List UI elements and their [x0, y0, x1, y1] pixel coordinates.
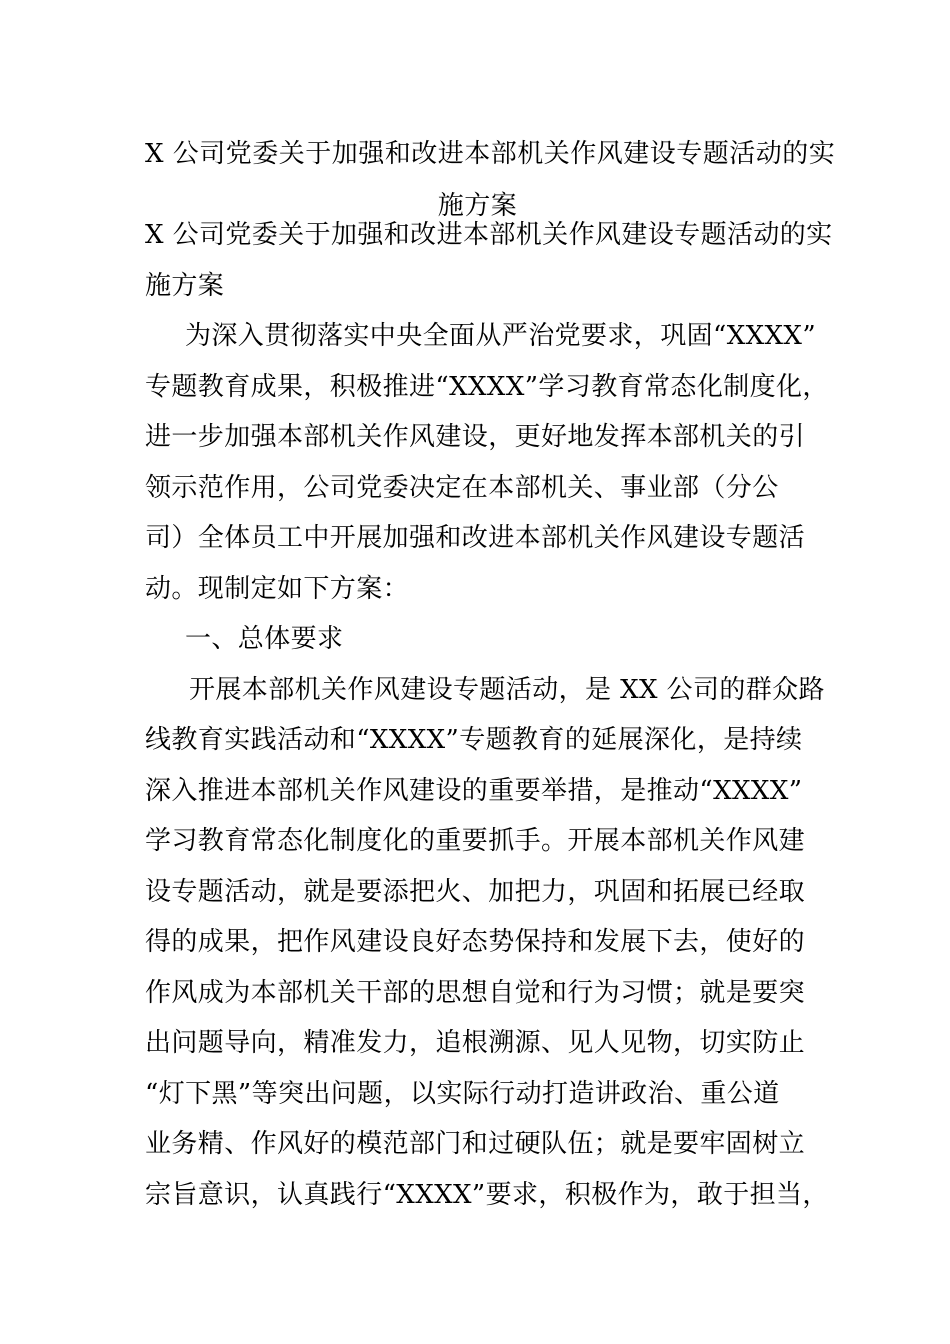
heading-line-1: X 公司党委关于加强和改进本部机关作风建设专题活动的实: [145, 220, 833, 250]
paragraph-line: 设专题活动，就是要添把火、加把力，巩固和拓展已经取: [145, 876, 806, 907]
paragraph-line: 得的成果，把作风建设良好态势保持和发展下去，使好的: [145, 927, 806, 957]
paragraph-line: 学习教育常态化制度化的重要抓手。开展本部机关作风建: [145, 826, 806, 856]
heading-line-2: 施方案: [145, 270, 225, 301]
paragraph-line: “灯下黑”等突出问题，以实际行动打造讲政治、重公道: [145, 1078, 780, 1109]
paragraph-line: 出问题导向，精准发力，追根溯源、见人见物，切实防止: [145, 1028, 806, 1058]
paragraph-line: 为深入贯彻落实中央全面从严治党要求，巩固“XXXX”: [185, 321, 817, 351]
paragraph-line: 动。现制定如下方案：: [145, 573, 410, 604]
paragraph-line: 专题教育成果，积极推进“XXXX”学习教育常态化制度化，: [145, 371, 829, 402]
title-line-1: X 公司党委关于加强和改进本部机关作风建设专题活动的实: [145, 139, 836, 169]
paragraph-line: 开展本部机关作风建设专题活动，是 XX 公司的群众路: [189, 674, 825, 705]
document-body: [145, 210, 833, 1220]
paragraph-line: 作风成为本部机关干部的思想自觉和行为习惯；就是要突: [145, 977, 806, 1008]
paragraph-line: 进一步加强本部机关作风建设，更好地发挥本部机关的引: [145, 422, 806, 452]
title-line-2: 施方案: [437, 191, 518, 221]
section-heading: 一、总体要求: [185, 624, 344, 654]
paragraph-line: 线教育实践活动和“XXXX”专题教育的延展深化，是持续: [145, 725, 803, 755]
paragraph-line: 深入推进本部机关作风建设的重要举措，是推动“XXXX”: [145, 775, 803, 806]
paragraph-line: 宗旨意识，认真践行“XXXX”要求，积极作为，敢于担当，: [145, 1179, 829, 1210]
paragraph-line: 领示范作用，公司党委决定在本部机关、事业部（分公: [145, 472, 779, 503]
paragraph-line: 司）全体员工中开展加强和改进本部机关作风建设专题活: [145, 523, 806, 553]
paragraph-line: 业务精、作风好的模范部门和过硬队伍；就是要牢固树立: [145, 1129, 806, 1159]
